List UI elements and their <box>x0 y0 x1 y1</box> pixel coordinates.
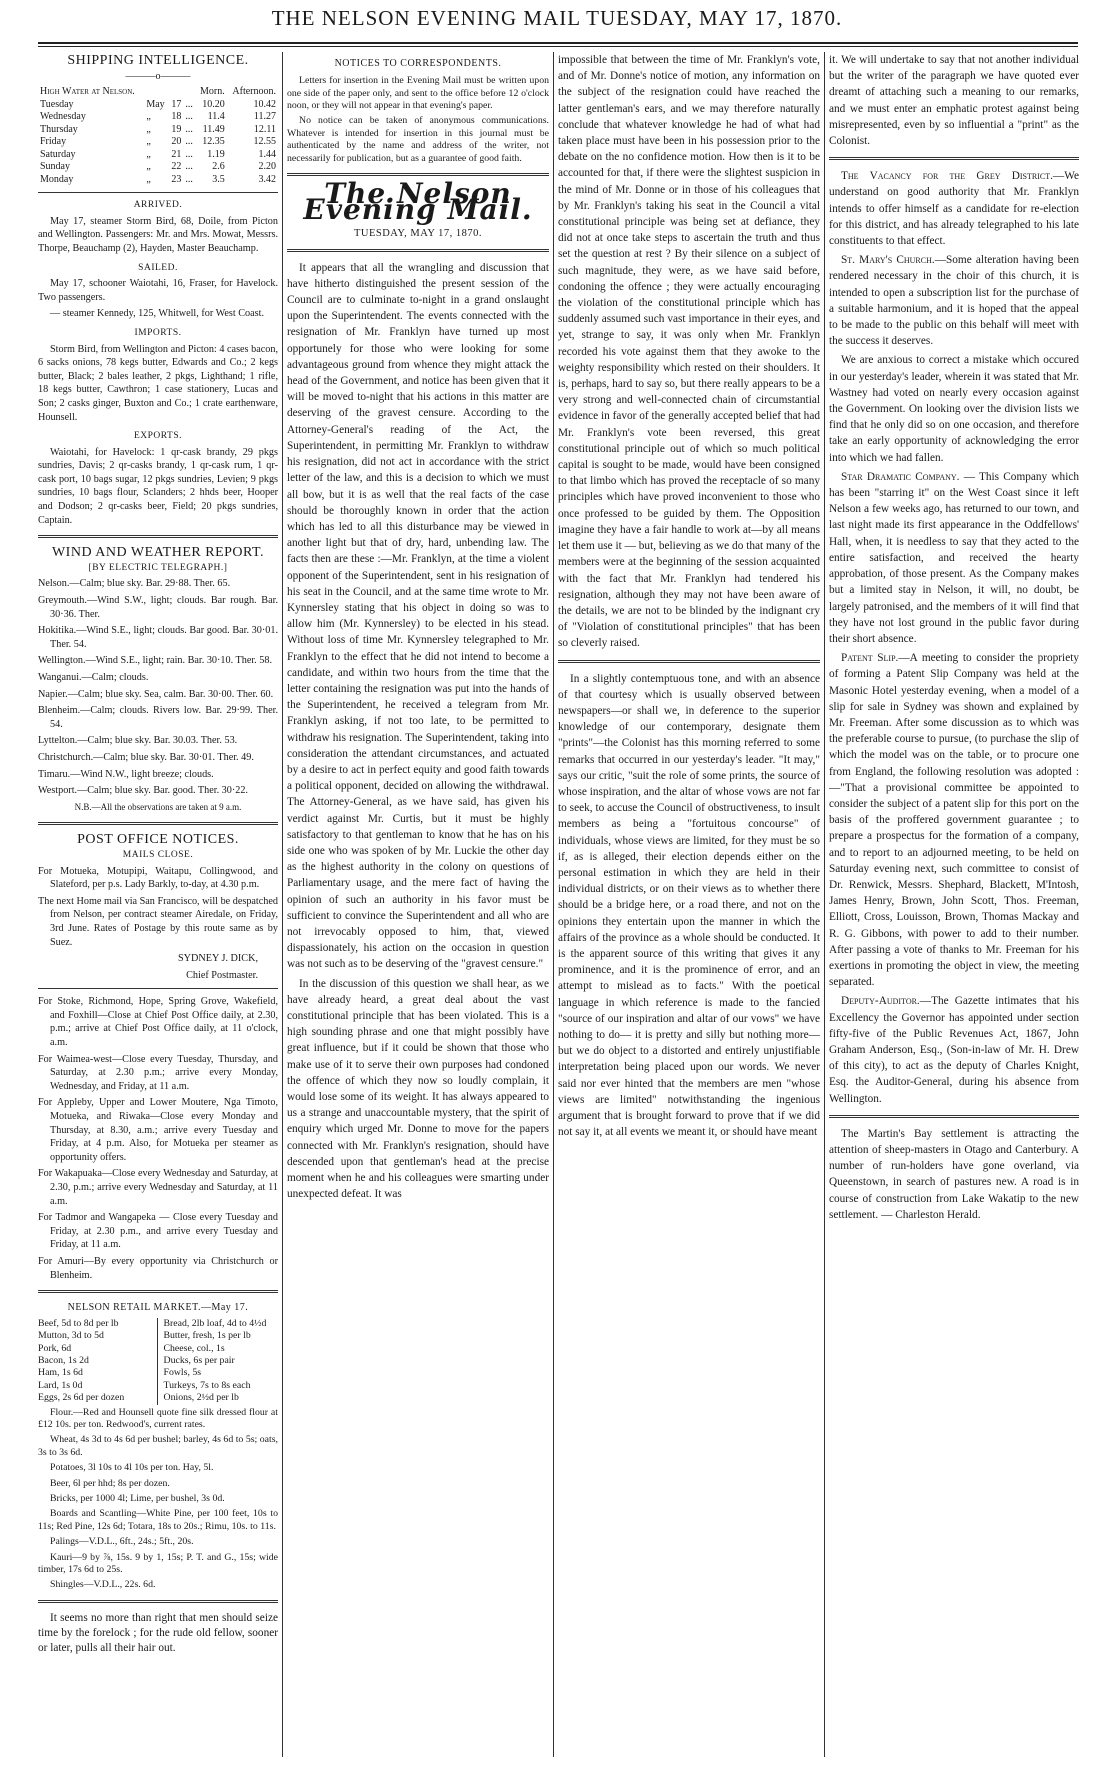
local-items <box>829 168 1079 1107</box>
second-leader: In a slightly contemptuous tone, and with an absence of that courtesy which is usually observed between newspapers—or shall we, in deference to the superior knowledge of our contemporary, designate them "prints"—the Colonist has this morning referred to some remarks that occurred in our yesterday's leader. "It may," says our critic, "suit the role of some prints, the source of whose inspiration, and the altar of whose vows are not far to seek, to accuse the Council of obstructiveness, to insult members as being a "fortuitous concourse" of individuals, whose views are limited, for they must be so if, as is alleged, their election depends either on the personal estimation in which they are held in their individual districts, or on their views as to whether there should be a bridge here, or a road there, and not on the opinions they entertain upon the manner in which the affairs of the province as a whole should be conducted. It is the apparent source of this writing that gives it any prominence, and it is the prominence of error, and an attempt to mislead as to facts." With the poetical language in which reference is made to the fancied "source of our inspiration and altar of our vows" we have nothing to do— it is pretty and silly but nothing more—but we do object to a distorted and entirely unjustifiable interpretation being placed upon our words. We never said nor ever hinted that the members are men "whose views are limited" notwithstanding the ingenious argument that is brought forward to prove that if we did not say it, at all events we meant it, or should have meant <box>558 672 820 1139</box>
tide-aft: 3.42 <box>258 173 276 185</box>
market-notes <box>38 1407 278 1592</box>
post-routes <box>38 995 278 1282</box>
tide-date: 22 <box>171 161 182 173</box>
tide-date: 23 <box>171 173 182 185</box>
tide-table <box>38 86 278 186</box>
weather-entry: Lyttelton.—Calm; blue sky. Bar. 30.03. Ther. 53. <box>38 735 238 747</box>
weather-entry: Christchurch.—Calm; blue sky. Bar. 30·01. Ther. 49. <box>38 751 254 763</box>
weather-list <box>38 577 278 797</box>
martins-bay-item: The Martin's Bay settlement is attracting the attention of sheep-masters in Otago and Canterbury. A number of run-holders have gone overland, via Queenstown, in search of pastures new. A road is in course of construction from Lake Wakatip to the new settlement. — Charleston Herald. <box>829 1127 1079 1221</box>
post-route: For Wakapuaka—Close every Wednesday and Saturday, at 2.30, p.m.; arrive every Wednesday and Saturday, at 11 a.m. <box>38 1168 278 1207</box>
post-route: For Amuri—By every opportunity via Christchurch or Blenheim. <box>38 1255 278 1281</box>
tide-morn: 2.6 <box>212 161 225 173</box>
notices-text: No notice can be taken of anonymous communications. Whatever is intended for insertion in this journal must be authenticated by the name and address of the writer, not necessarily for publication, but as a guarantee of good faith. <box>287 115 549 164</box>
weather-entry: Napier.—Calm; blue sky. Sea, calm. Bar. 30·00. Ther. 60. <box>38 688 274 700</box>
column-3 <box>558 52 820 1757</box>
mails-heading: MAILS CLOSE. <box>122 849 194 860</box>
tide-date: 19 <box>171 123 182 135</box>
tide-row <box>38 174 278 187</box>
news-item-head: Star Dramatic Company. <box>841 470 960 483</box>
post-notice: For Motueka, Motupipi, Waitapu, Collingwood, and Slateford, per p.s. Lady Barkly, to-day, at 4.30 p.m. <box>38 865 278 891</box>
news-item <box>829 993 1079 1106</box>
news-item-text: —A meeting to consider the propriety of forming a Patent Slip Company was held at the Masonic Hotel yesterday evening, when a model of a slip for sale in Sydney was shown and explained by Mr. Freeman. After some discussion as to which was the preferable course to pursue, (to purchase the slip of which the model was on the table, or to procure one from England, the following resolution was adopted :—"That a provisional committee be appointed to consider the subject of a patent slip for this port on the basis of the proffered government guarantee ; to prepare a prospectus for the formation of a company, and to report to an adjourned meeting, to be held on Saturday evening next, such committee to consist of Dr. Renwick, Messrs. Shephard, Blackett, M'Intosh, James Henry, Brown, John Scott, Thos. Freeman, Elliott, Cross, Louisson, Brown, Thomas Mackay and R. G. Gibbons, with power to add to their number. After passing a vote of thanks to Mr. Freeman for his exertions in promoting the object in view, the meeting separated. <box>829 652 1079 989</box>
tide-day: Saturday <box>40 148 76 160</box>
news-item-head: Deputy-Auditor. <box>841 995 920 1008</box>
market-price: Pork, 6d <box>38 1342 72 1354</box>
tide-morn: 11.4 <box>207 111 225 123</box>
market-note: Wheat, 4s 3d to 4s 6d per bushel; barley, 4s 6d to 5s; oats, 3s to 3s 6d. <box>38 1434 278 1458</box>
imports-text: Storm Bird, from Wellington and Picton: 4 cases bacon, 6 sacks onions, 78 kegs butter, Edwards and Co.; 2 kegs butter, Black; 2 bales leather, 2 pkgs, Lighthand; 1 rifle, 18 kegs butter, Cawthron; 1 case stationery, Lucas and Son; 2 casks ginger, Buxton and Co.; 1 crate earthenware, Hounsell. <box>38 343 278 423</box>
tide-dots: ... <box>185 161 193 173</box>
masthead-rule <box>38 42 1078 47</box>
newspaper-title: The Nelson Evening Mail. <box>303 177 533 227</box>
tide-header-aft: Afternoon. <box>232 86 276 98</box>
market-price: Ducks, 6s per pair <box>163 1354 235 1366</box>
market-price: Fowls, 5s <box>163 1367 202 1379</box>
tide-day: Friday <box>40 136 67 148</box>
tide-month: „ <box>146 111 151 123</box>
post-route: For Appleby, Upper and Lower Moutere, Nga Timoto, Motueka, and Riwaka—Close every Monday and Thursday, at 8.30, a.m.; arrive every Tuesday and Friday, at 4 p.m. Also, for Motueka per steamer as opportunity offers. <box>38 1097 278 1163</box>
weather-entry: Greymouth.—Wind S.W., light; clouds. Bar rough. Bar. 30·36. Ther. <box>38 595 278 620</box>
tide-row <box>38 99 278 112</box>
shipping-heading: SHIPPING INTELLIGENCE. <box>67 53 249 68</box>
masthead: THE NELSON EVENING MAIL TUESDAY, MAY 17, 1870. <box>271 6 843 30</box>
weather-entry: Timaru.—Wind N.W., light breeze; clouds. <box>38 768 214 780</box>
tide-day: Sunday <box>40 161 70 173</box>
tide-header-label: High Water at Nelson. <box>40 86 135 98</box>
ornament: ———o——— <box>125 70 191 82</box>
tide-aft: 12.55 <box>253 136 276 148</box>
market-note: Beer, 6l per hhd; 8s per dozen. <box>50 1477 170 1489</box>
tide-day: Monday <box>40 173 74 185</box>
tide-row <box>38 124 278 137</box>
arrived-text: May 17, steamer Storm Bird, 68, Doile, from Picton and Wellington. Passengers: Mr. and Mrs. Mowat, Messrs. Thorpe, Beauchamp (2), Hayden, Master Beauchamp. <box>38 215 278 254</box>
tide-dots: ... <box>185 98 193 110</box>
market-note: Boards and Scantling—White Pine, per 100 feet, 10s to 11s; Red Pine, 12s 6d; Totara, 18s to 20s.; Rimu, 10s. to 11s. <box>38 1508 278 1532</box>
tide-aft: 1.44 <box>258 148 276 160</box>
market-price: Onions, 2½d per lb <box>163 1392 239 1404</box>
weather-sub: [BY ELECTRIC TELEGRAPH.] <box>88 562 228 573</box>
news-item-text: —We understand on good authority that Mr. Franklyn intends to offer himself as a candidate for re-election for this district, and has already telegraphed to his late constituents to that effect. <box>829 170 1079 248</box>
tide-dots: ... <box>185 123 193 135</box>
notices-heading: NOTICES TO CORRESPONDENTS. <box>334 58 502 69</box>
market-price: Eggs, 2s 6d per dozen <box>38 1392 125 1404</box>
tide-dots: ... <box>185 148 193 160</box>
news-item-head: Patent Slip. <box>841 652 899 665</box>
tide-date: 20 <box>171 136 182 148</box>
leader-paragraph: impossible that between the time of Mr. Franklyn's vote, and of Mr. Donne's notice of motion, any information on the subject of the resignation could have reached the latter gentleman's ears, and we may therefore naturally conclude that whatever knowledge he had of what had taken place must have been in his possession prior to the debate on the no confidence motion. How then is it to be accounted for that, if there were the slightest suspicion in the mind of Mr. Donne or in those of his colleagues that by Mr. Franklyn's taking his seat in the Council a vital constitutional principle was being set at defiance, they did not at once take steps to ascertain the truth and thus set the question at rest ? By their silence on a subject of such magnitude, they were, as we have said before, condoning the offence ; they were actually encouraging the violation of the constitutional principle which has suddenly assumed such vast importance in their eyes, and yet, strange to say, it was only when Mr. Franklyn recorded his vote against them that they awoke to the weighty responsibility which rested on their shoulders. It is, perhaps, hard to say so, but there really appears to be a very strong and well-connected chain of circumstantial evidence in favor of the generally accepted belief that had Mr. Franklyn's vote been reversed, this great constitutional principle out of which so much political capital is sought to be made, would have been consigned to that limbo which has proved the receptacle of so many principles which have proved inconvenient to those who once professed to be guided by them. The Opposition imagine they have a fair handle to work at—by all means let them use it — but, believing as we do that many of the members were at the beginning of the session acquainted with the fact that Mr. Franklyn had tendered his resignation, although they may not have been aware of the details, we are not to be blinded by the indignant cry of "Violation of constitutional principles" that has been so cleverly raised. <box>558 54 820 650</box>
notices-text: Letters for insertion in the Evening Mail must be written upon one side of the paper only, and sent to the office before 12 o'clock noon, or they will not appear in that evening's paper. <box>287 75 549 112</box>
market-price: Cheese, col., 1s <box>163 1342 225 1354</box>
tide-morn: 12.35 <box>202 136 225 148</box>
tide-dots: ... <box>185 136 193 148</box>
leader-paragraph: It appears that all the wrangling and discussion that have hitherto distinguished the present session of the Council are to culminate to-night in a grand onslaught upon the Superintendent. The events connected with the resignation of Mr. Franklyn have turned up most opportunely for those who were looking for some advantageous ground from whence they might attack the head of the Government, and notice has been given that it will be moved to-night that his actions in this matter are deserving of the gravest censure. According to the Attorney-General's reading of the Act, the Superintendent, in permitting Mr. Franklyn to withdraw his resignation, did not act in accordance with the strict letter of the law, and this is a decision to which we must all bow, but it is as well that the real facts of the case should be thoroughly known in order that the action which has led to all this disturbance may be viewed in another light but that of dry, hard, unbending law. The facts then are these :—Mr. Franklyn, at the time a violent opponent of the Superintendent, sent in his resignation of his seat in the Council, and at the same time wrote to Mr. Kynnersley stating that his object in doing so was to allow him (Mr. Kynnersley) to be elected in his stead. Without loss of time Mr. Kynnersley telegraphed to Mr. Franklyn to the effect that he did not intend to become a candidate, and within two hours from the time that the letter containing the resignation was put into the hands of the Superintendent, he received a telegram from Mr. Franklyn asking, if not too late, to be permitted to withdraw his resignation. The Superintendent, taking into consideration the attendant circumstances, and actuated by a desire to act in perfect equity and good faith towards a political opponent, decided on allowing the withdrawal. The Attorney-General, as we have said, has given his verdict against Mr. Curtis, but it must be highly satisfactory to that gentleman to know that he has on his side one who was spoken of by Mr. Luckie the other day as the highest authority in the colony on questions of Parliamentary usage, and the mere fact of having the opinion of such an authority in his favor must be sufficient to convince the Superintendent and all who are not irrevocably opposed to him, that, viewed dispassionately, his action on the occasion in question was not such as to be deserving of the "gravest censure." <box>287 261 549 971</box>
tide-aft: 2.20 <box>258 161 276 173</box>
news-item-text: — This Company which has been "starring it" on the West Coast since it left Nelson a few weeks ago, has returned to our town, and last night made its first appearance in the Oddfellows' Hall, when, it is needless to say that they acted to the entire satisfaction, and received the hearty approbation, of those present. As the Company makes but a limited stay in Nelson, it will, no doubt, be largely patronised, and the members of it will find that they have not lost ground in the public favor during their short absence. <box>829 470 1079 645</box>
market-price: Butter, fresh, 1s per lb <box>163 1330 251 1342</box>
market-heading: NELSON RETAIL MARKET.—May 17. <box>67 1302 249 1314</box>
news-item <box>829 469 1079 647</box>
col1-tail: It seems no more than right that men should seize time by the forelock ; for the rude old fellow, sooner or later, pulls all their hair out. <box>38 1611 278 1654</box>
post-route: For Tadmor and Wangapeka — Close every Tuesday and Friday, at 2.30 p.m., and arrive every Tuesday and Friday, at 11 a.m. <box>38 1212 278 1251</box>
tide-month: „ <box>146 136 151 148</box>
tide-aft: 10.42 <box>253 98 276 110</box>
tide-day: Wednesday <box>40 111 86 123</box>
post-signature-title: Chief Postmaster. <box>186 969 258 981</box>
tide-day: Tuesday <box>40 98 74 110</box>
weather-note: N.B.—All the observations are taken at 9 a.m. <box>74 801 242 812</box>
tide-date: 21 <box>171 148 182 160</box>
market-price: Bacon, 1s 2d <box>38 1354 89 1366</box>
tide-month: „ <box>146 161 151 173</box>
news-item-head: The Vacancy for the Grey District. <box>841 170 1053 183</box>
tide-row <box>38 111 278 124</box>
news-item <box>829 650 1079 990</box>
market-price: Beef, 5d to 8d per lb <box>38 1317 119 1329</box>
column-divider <box>553 52 554 1757</box>
tide-row <box>38 161 278 174</box>
market-price: Bread, 2lb loaf, 4d to 4½d <box>163 1317 267 1329</box>
market-price: Ham, 1s 6d <box>38 1367 83 1379</box>
second-leader-continued: it. We will undertake to say that not another individual but the writer of the paragraph we have quoted ever dreamt of attaching such a meaning to our remarks, and we must enter an emphatic protest against being misrepresented, even by so influential a "print" as the Colonist. <box>829 54 1079 148</box>
tide-morn: 3.5 <box>212 173 225 185</box>
leader-date: TUESDAY, MAY 17, 1870. <box>353 228 483 240</box>
post-route: For Waimea-west—Close every Tuesday, Thursday, and Saturday, at 2.30 p.m.; arrive every Monday, Wednesday, and Friday, at 11 a.m. <box>38 1053 278 1092</box>
news-item <box>829 352 1079 465</box>
sailed-heading: SAILED. <box>138 262 178 273</box>
post-signature-name: SYDNEY J. DICK, <box>178 953 258 965</box>
market-note: Potatoes, 3l 10s to 4l 10s per ton. Hay, 5l. <box>50 1462 214 1474</box>
tide-dots: ... <box>185 111 193 123</box>
column-divider <box>824 52 825 1757</box>
column-1 <box>38 52 278 1757</box>
column-divider <box>282 52 283 1757</box>
tide-aft: 11.27 <box>253 111 276 123</box>
imports-heading: IMPORTS. <box>134 327 182 338</box>
column-2 <box>287 52 549 1757</box>
leader-paragraph: In the discussion of this question we shall hear, as we have already heard, a great deal about the vast constitutional principle that has been violated. This is a high sounding phrase and one that might possibly have great influence, but if it could be shown that those who make use of it to serve their own purposes had condoned the offence of which they now so loudly complain, it would lose some of its weight. It has always appeared to us a strange and unaccountable mystery, that the spirit of enquiry which urged Mr. Donne to move for the papers connected with Mr. Franklyn's resignation, should have descended upon that gentleman's head at the precise moment when he and his colleagues were smarting under unexpected defeat. It was <box>287 977 549 1201</box>
market-note: Bricks, per 1000 4l; Lime, per bushel, 3s 0d. <box>50 1493 225 1505</box>
tide-morn: 11.49 <box>202 123 225 135</box>
post-notice: The next Home mail via San Francisco, will be despatched from Nelson, per contract steamer Airedale, on Friday, 3rd June. Rates of Postage by this route same as by Suez. <box>38 895 278 948</box>
exports-heading: EXPORTS. <box>133 431 183 442</box>
tide-month: „ <box>146 123 151 135</box>
market-note: Shingles—V.D.L., 22s. 6d. <box>50 1579 156 1591</box>
arrived-heading: ARRIVED. <box>133 200 183 211</box>
tide-month: „ <box>146 173 151 185</box>
news-item <box>829 168 1079 249</box>
sailed-text: — steamer Kennedy, 125, Whitwell, for West Coast. <box>50 308 265 320</box>
news-item-head: St. Mary's Church. <box>841 254 935 267</box>
tide-morn: 1.19 <box>207 148 225 160</box>
market-note: Kauri—9 by ⅞, 15s. 9 by 1, 15s; P. T. and G., 15s; wide timber, 17s 6d to 25s. <box>38 1551 278 1576</box>
news-item-text: —Some alteration having been rendered necessary in the choir of this church, it is intended to open a subscription list for the purchase of a suitable harmonium, and it is hoped that the appeal to be made to the public on this behalf will meet with the success it deserves. <box>829 254 1079 348</box>
news-item <box>829 252 1079 349</box>
tide-date: 17 <box>171 98 182 110</box>
market-table <box>38 1318 278 1405</box>
post-route: For Stoke, Richmond, Hope, Spring Grove, Wakefield, and Foxhill—Close at Chief Post Office daily, at 2.30, p.m.; arrive at Chief Post Office daily, at 11 o'clock, a.m. <box>38 996 278 1049</box>
sailed-text: May 17, schooner Waiotahi, 16, Fraser, for Havelock. Two passengers. <box>38 278 278 303</box>
market-note: Palings—V.D.L., 6ft., 24s.; 5ft., 20s. <box>50 1536 194 1548</box>
column-4 <box>829 52 1079 1757</box>
exports-text: Waiotahi, for Havelock: 1 qr-cask brandy, 29 pkgs sundries, Davis; 2 qr-casks brandy, 1 qr-cask rum, 1 qr-cask port, 10 bags sugar, 12 pkgs sundries, Levien; 9 pkgs sundries, 10 bags flour, Sclanders; 2 hhds beer, Hooper and Dodson; 2 qr-casks beer, Field; 20 pkgs sundries, Captain. <box>38 446 278 526</box>
tide-date: 18 <box>171 111 182 123</box>
tide-month: „ <box>146 148 151 160</box>
news-item-text: —The Gazette intimates that his Excellency the Governor has appointed under section fifty-five of the Public Revenues Act, 1867, John Graham Anderson, Esq., (Son-in-law of Mr. H. Drew of this city), to act as the deputy of Charles Knight, Esq. the Auditor-General, during his absence from Wellington. <box>829 995 1079 1105</box>
tide-aft: 12.11 <box>253 123 276 135</box>
market-note: Flour.—Red and Hounsell quote fine silk dressed flour at £12 10s. per ton. Redwood's, current rates. <box>38 1406 278 1430</box>
weather-heading: WIND AND WEATHER REPORT. <box>51 545 265 561</box>
tide-row <box>38 149 278 162</box>
weather-entry: Wanganui.—Calm; clouds. <box>38 672 149 683</box>
weather-entry: Blenheim.—Calm; clouds. Rivers low. Bar. 29·99. Ther. 54. <box>38 705 278 730</box>
weather-entry: Westport.—Calm; blue sky. Bar. good. Ther. 30·22. <box>38 785 248 797</box>
market-price: Turkeys, 7s to 8s each <box>163 1379 251 1391</box>
tide-row <box>38 136 278 149</box>
weather-entry: Wellington.—Wind S.E., light; rain. Bar. 30·10. Ther. 58. <box>38 655 273 667</box>
tide-day: Thursday <box>40 123 78 135</box>
tide-dots: ... <box>185 173 193 185</box>
weather-entry: Hokitika.—Wind S.E., light; clouds. Bar good. Bar. 30·01. Ther. 54. <box>38 625 278 650</box>
tide-month: May <box>146 98 165 110</box>
market-price: Lard, 1s 0d <box>38 1379 83 1391</box>
post-heading: POST OFFICE NOTICES. <box>77 832 239 848</box>
tide-morn: 10.20 <box>202 98 225 110</box>
weather-entry: Nelson.—Calm; blue sky. Bar. 29·88. Ther. 65. <box>38 578 231 590</box>
market-price: Mutton, 3d to 5d <box>38 1330 104 1342</box>
news-item-text: We are anxious to correct a mistake which occured in our yesterday's leader, wherein it was stated that Mr. Wastney had voted on nearly every occasion against the Government. On looking over the division lists we find that he only did so on one occasion, and therefore take an early opportunity of acknowledging the error into which we had fallen. <box>829 354 1079 464</box>
tide-header-morn: Morn. <box>199 86 225 98</box>
